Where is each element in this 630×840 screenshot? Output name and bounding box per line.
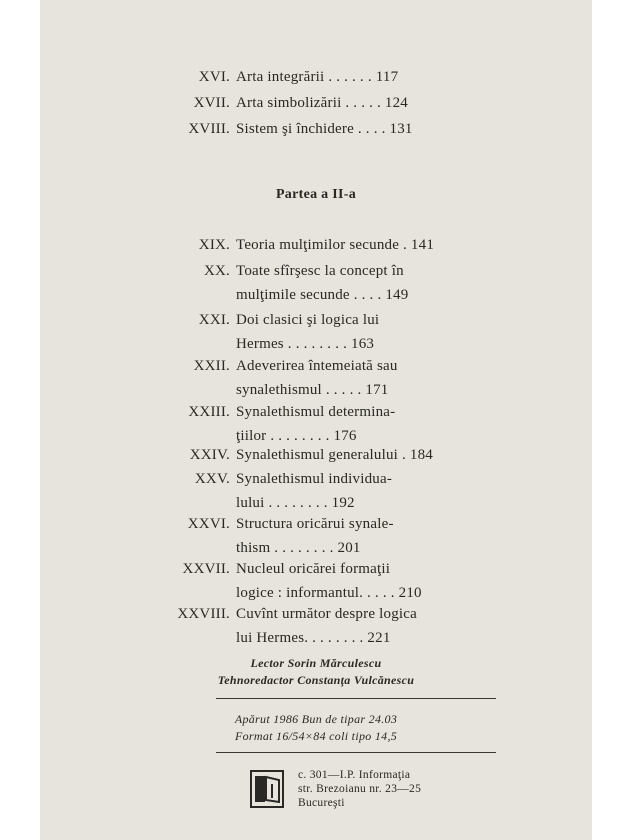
part-heading: Partea a II-a xyxy=(275,187,357,202)
printer-logo-icon xyxy=(252,772,282,806)
chapter-title-line: synalethismul . . . . . 171 xyxy=(236,381,389,398)
chapter-title-line: Synalethismul individua- xyxy=(236,471,393,487)
chapter-number: XXVII. xyxy=(182,561,230,577)
chapter-number: XVIII. xyxy=(188,121,230,137)
book-page xyxy=(40,0,592,840)
printer-imprint xyxy=(298,768,421,810)
chapter-number: XXII. xyxy=(193,358,230,374)
chapter-title: Synalethismul generalului . 184 xyxy=(236,447,434,463)
credit-tehnoredactor: Tehnoredactor Constanţa Vulcănescu xyxy=(217,673,415,687)
chapter-number: XXVI. xyxy=(187,516,230,532)
imprint-line: Bucureşti xyxy=(298,797,345,809)
imprint-line: c. 301—I.P. Informaţia xyxy=(298,769,411,781)
chapter-title-line: logice : informantul. . . . . 210 xyxy=(236,584,422,601)
chapter-title-line: Toate sfîrşesc la concept în xyxy=(236,263,404,279)
chapter-title-line: Nucleul oricărei formaţii xyxy=(236,561,391,577)
chapter-title: Sistem şi închidere . . . . 131 xyxy=(236,121,413,137)
chapter-number: XXVIII. xyxy=(177,606,230,622)
chapter-number: XIX. xyxy=(198,237,230,253)
chapter-number: XXV. xyxy=(194,471,230,487)
chapter-title-line: Cuvînt următor despre logica xyxy=(236,606,417,622)
chapter-title: Teoria mulţimilor secunde . 141 xyxy=(236,237,435,253)
chapter-title-line: mulţimile secunde . . . . 149 xyxy=(236,286,409,303)
chapter-title-line: thism . . . . . . . . 201 xyxy=(236,539,361,556)
chapter-number: XVII. xyxy=(193,95,230,111)
chapter-title-line: Doi clasici şi logica lui xyxy=(236,312,380,328)
imprint-line: str. Brezoianu nr. 23—25 xyxy=(298,783,422,795)
chapter-number: XXIII. xyxy=(188,404,230,420)
chapter-title-line: Synalethismul determina- xyxy=(236,404,396,420)
divider-rule xyxy=(216,698,496,699)
print-info-line: Apărut 1986 Bun de tipar 24.03 xyxy=(234,712,398,726)
chapter-number: XX. xyxy=(203,263,230,279)
chapter-title-line: Adeverirea întemeiată sau xyxy=(236,358,398,374)
credit-lector: Lector Sorin Mărculescu xyxy=(250,656,382,670)
chapter-number: XVI. xyxy=(198,69,230,85)
chapter-title: Arta integrării . . . . . . 117 xyxy=(236,69,399,85)
chapter-title-line: Hermes . . . . . . . . 163 xyxy=(236,335,375,352)
print-info-line: Format 16/54×84 coli tipo 14,5 xyxy=(234,729,398,743)
divider-rule xyxy=(216,752,496,753)
chapter-title-line: lului . . . . . . . . 192 xyxy=(236,494,355,511)
chapter-number: XXIV. xyxy=(189,447,230,463)
chapter-title-line: Structura oricărui synale- xyxy=(236,516,394,532)
printer-logo-icon xyxy=(250,770,284,808)
chapter-title: Arta simbolizării . . . . . 124 xyxy=(236,95,409,111)
chapter-number: XXI. xyxy=(198,312,230,328)
chapter-title-line: ţiilor . . . . . . . . 176 xyxy=(236,427,357,444)
chapter-title-line: lui Hermes. . . . . . . . 221 xyxy=(236,629,391,646)
